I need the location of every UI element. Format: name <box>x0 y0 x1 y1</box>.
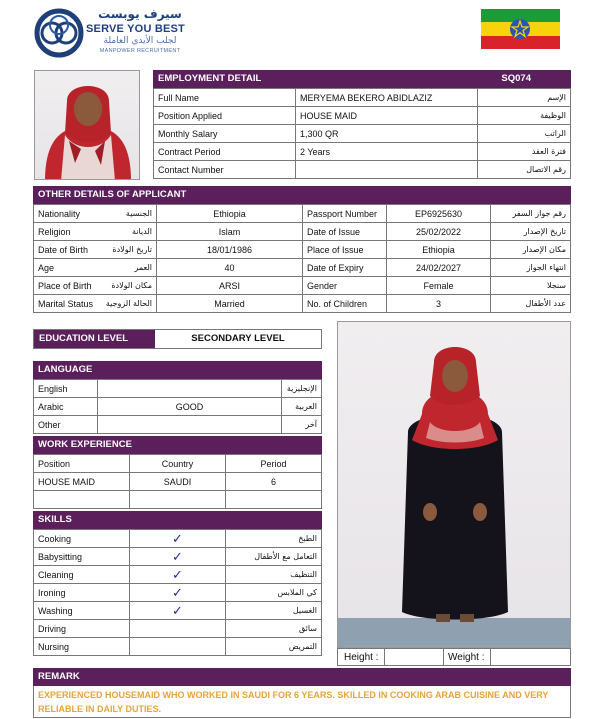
skill-row <box>34 530 322 548</box>
skill-checkmark-icon <box>130 620 226 638</box>
field-label <box>34 223 157 241</box>
field-label: Passport Number <box>303 205 387 223</box>
field-label-arabic: الديانة <box>131 227 152 236</box>
remark-header: REMARK <box>33 668 571 686</box>
field-value: 18/01/1986 <box>157 241 303 259</box>
language-row <box>34 398 322 416</box>
field-value: 25/02/2022 <box>387 223 491 241</box>
field-value: MERYEMA BEKERO ABIDLAZIZ <box>296 89 478 107</box>
field-value: 40 <box>157 259 303 277</box>
field-label-english: Age <box>38 262 55 273</box>
field-label-arabic: تاريخ الولادة <box>112 245 152 254</box>
field-label-arabic: الحالة الزوجية <box>105 299 152 308</box>
work-experience-columns <box>34 455 322 473</box>
field-value: Islam <box>157 223 303 241</box>
skill-checkmark-icon: ✓ <box>130 584 226 602</box>
skill-name: Washing <box>34 602 130 620</box>
field-label-arabic: رقم جواز السفر <box>491 205 571 223</box>
work-experience-header: WORK EXPERIENCE <box>33 436 322 454</box>
field-label-arabic: الإسم <box>478 89 571 107</box>
language-name-arabic: آخر <box>282 416 322 434</box>
field-label-arabic: عدد الأطفال <box>491 295 571 313</box>
column-header: Country <box>130 455 226 473</box>
employment-table <box>153 88 571 179</box>
company-logo <box>34 8 194 58</box>
skill-name-arabic: سائق <box>226 620 322 638</box>
weight-value <box>490 649 550 665</box>
field-value: 2 Years <box>296 143 478 161</box>
language-name: Other <box>34 416 98 434</box>
other-details-row <box>34 223 571 241</box>
field-label-arabic: الجنسية <box>125 209 152 218</box>
work-cell <box>34 491 130 509</box>
field-label-arabic: الوظيفة <box>478 107 571 125</box>
skills-table <box>33 529 322 656</box>
field-label: Position Applied <box>154 107 296 125</box>
field-value: ARSI <box>157 277 303 295</box>
skill-name: Nursing <box>34 638 130 656</box>
company-arabic-sub: لجلب الأيدي العاملة <box>103 36 177 46</box>
column-header: Position <box>34 455 130 473</box>
field-label-arabic: فترة العقد <box>478 143 571 161</box>
employment-header: EMPLOYMENT DETAIL SQ074 <box>153 70 571 88</box>
employment-detail <box>153 70 571 179</box>
skill-checkmark-icon: ✓ <box>130 548 226 566</box>
field-value: 1,300 QR <box>296 125 478 143</box>
field-label-english: Marital Status <box>38 298 94 309</box>
field-label: Contact Number <box>154 161 296 179</box>
field-label: Full Name <box>154 89 296 107</box>
field-label-english: Religion <box>38 226 71 237</box>
field-label: No. of Children <box>303 295 387 313</box>
field-value: 24/02/2027 <box>387 259 491 277</box>
field-value <box>296 161 478 179</box>
other-details-row <box>34 277 571 295</box>
skill-name-arabic: التمريض <box>226 638 322 656</box>
ethiopia-flag <box>481 9 560 49</box>
work-cell: 6 <box>226 473 322 491</box>
field-value: 3 <box>387 295 491 313</box>
field-label <box>34 259 157 277</box>
logo-mark-icon <box>34 8 84 58</box>
company-english-name: SERVE YOU BEST <box>86 23 185 35</box>
height-label: Height : <box>344 652 379 663</box>
field-value: Ethiopia <box>157 205 303 223</box>
skill-checkmark-icon: ✓ <box>130 602 226 620</box>
field-value: Married <box>157 295 303 313</box>
field-label <box>34 205 157 223</box>
skill-row <box>34 548 322 566</box>
education-value: SECONDARY LEVEL <box>191 333 285 344</box>
other-details-row <box>34 241 571 259</box>
skill-row <box>34 566 322 584</box>
skill-row <box>34 620 322 638</box>
skill-name: Cleaning <box>34 566 130 584</box>
field-label <box>34 295 157 313</box>
work-experience-row <box>34 491 322 509</box>
skill-name-arabic: الغسيل <box>226 602 322 620</box>
skill-name-arabic: التعامل مع الأطفال <box>226 548 322 566</box>
language-level <box>98 380 282 398</box>
remark-section <box>33 668 571 718</box>
field-label-english: Place of Birth <box>38 280 92 291</box>
work-cell <box>226 491 322 509</box>
other-details-table <box>33 204 571 313</box>
field-label <box>34 277 157 295</box>
field-label: Monthly Salary <box>154 125 296 143</box>
company-english-sub: MANPOWER RECRUITMENT <box>99 48 181 54</box>
other-details-header: OTHER DETAILS OF APPLICANT <box>33 186 571 204</box>
other-details-row <box>34 205 571 223</box>
work-cell <box>130 491 226 509</box>
language-header: LANGUAGE <box>33 361 322 379</box>
field-label: Date of Issue <box>303 223 387 241</box>
flag-emblem-icon <box>509 18 531 40</box>
other-details-row <box>34 259 571 277</box>
field-label: Gender <box>303 277 387 295</box>
field-label-arabic: الراتب <box>478 125 571 143</box>
employment-row <box>154 125 571 143</box>
language-table <box>33 379 322 434</box>
other-details-row <box>34 295 571 313</box>
skill-name: Cooking <box>34 530 130 548</box>
work-experience-table <box>33 454 322 509</box>
portrait-person-icon <box>35 71 140 180</box>
height-value <box>384 649 444 665</box>
remark-text: EXPERIENCED HOUSEMAID WHO WORKED IN SAUDI FOR 6 YEARS. SKILLED IN COOKING ARAB CUISINE AND VERY RELIABLE IN DAILY DUTIES. <box>33 686 571 718</box>
employment-row <box>154 107 571 125</box>
full-body-person-icon <box>338 322 571 648</box>
language-section <box>33 361 322 434</box>
skill-row <box>34 602 322 620</box>
field-label-arabic: سنجلا <box>491 277 571 295</box>
skills-header: SKILLS <box>33 511 322 529</box>
skill-checkmark-icon: ✓ <box>130 530 226 548</box>
language-row <box>34 380 322 398</box>
reference-code: SQ074 <box>501 73 531 84</box>
field-label: Contract Period <box>154 143 296 161</box>
skill-name-arabic: التنظيف <box>226 566 322 584</box>
skill-checkmark-icon: ✓ <box>130 566 226 584</box>
field-label: Place of Issue <box>303 241 387 259</box>
field-label-arabic: مكان الولادة <box>111 281 152 290</box>
applicant-full-photo <box>337 321 571 648</box>
employment-row <box>154 161 571 179</box>
work-experience-row <box>34 473 322 491</box>
field-value: HOUSE MAID <box>296 107 478 125</box>
field-label-arabic: العمر <box>134 263 152 272</box>
education-level <box>33 329 322 349</box>
language-name: Arabic <box>34 398 98 416</box>
language-row <box>34 416 322 434</box>
field-label-arabic: تاريخ الإصدار <box>491 223 571 241</box>
skill-row <box>34 584 322 602</box>
language-name-arabic: العربية <box>282 398 322 416</box>
work-cell: HOUSE MAID <box>34 473 130 491</box>
language-name: English <box>34 380 98 398</box>
other-details <box>33 186 571 313</box>
applicant-portrait <box>34 70 140 180</box>
skill-name: Driving <box>34 620 130 638</box>
skill-row <box>34 638 322 656</box>
field-label: Date of Expiry <box>303 259 387 277</box>
language-level <box>98 416 282 434</box>
field-label <box>34 241 157 259</box>
weight-label: Weight : <box>448 652 485 663</box>
field-label-arabic: مكان الإصدار <box>491 241 571 259</box>
skill-name: Babysitting <box>34 548 130 566</box>
field-value: Female <box>387 277 491 295</box>
column-header: Period <box>226 455 322 473</box>
skill-name-arabic: كي الملابس <box>226 584 322 602</box>
company-arabic-name: سيرف يوبست <box>98 7 182 21</box>
skill-name-arabic: الطبخ <box>226 530 322 548</box>
field-label-english: Date of Birth <box>38 244 89 255</box>
measurements-row <box>337 648 571 666</box>
field-value: EP6925630 <box>387 205 491 223</box>
field-value: Ethiopia <box>387 241 491 259</box>
work-experience-section <box>33 436 322 509</box>
skill-checkmark-icon <box>130 638 226 656</box>
field-label-english: Nationality <box>38 208 81 219</box>
education-label: EDUCATION LEVEL <box>34 330 155 348</box>
language-name-arabic: الإنجليزية <box>282 380 322 398</box>
employment-row <box>154 143 571 161</box>
skill-name: Ironing <box>34 584 130 602</box>
employment-row <box>154 89 571 107</box>
field-label-arabic: انتهاء الجواز <box>491 259 571 277</box>
work-cell: SAUDI <box>130 473 226 491</box>
skills-section <box>33 511 322 656</box>
field-label-arabic: رقم الاتصال <box>478 161 571 179</box>
language-level: GOOD <box>98 398 282 416</box>
